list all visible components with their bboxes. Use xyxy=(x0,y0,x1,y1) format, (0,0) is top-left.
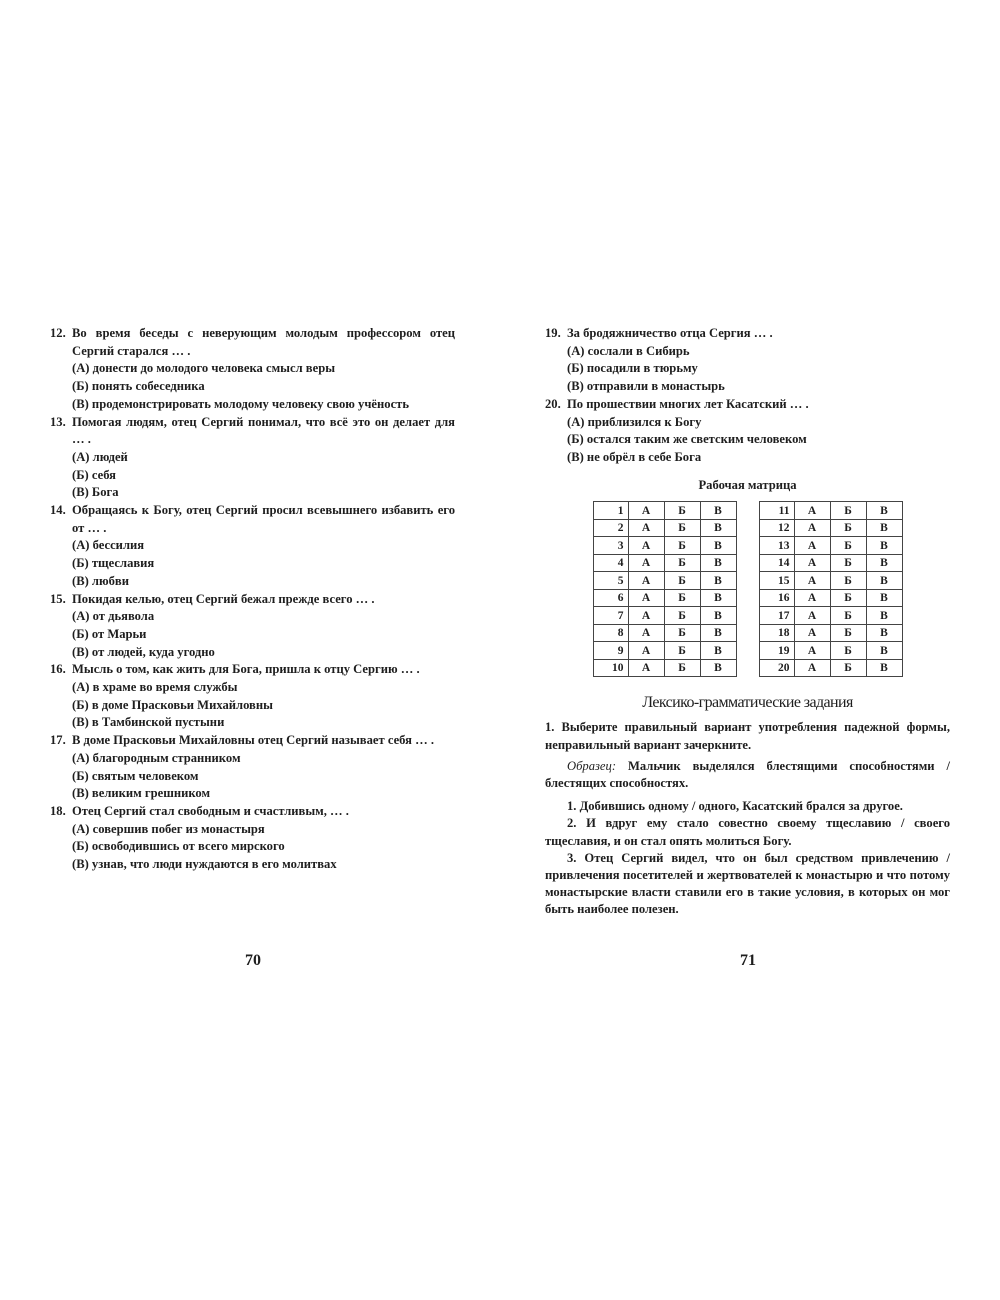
matrix-letter: Б xyxy=(664,589,700,607)
answer-option: (В) в Тамбинской пустыни xyxy=(72,715,225,730)
answer-option: (А) от дьявола xyxy=(72,609,155,624)
matrix-letter: А xyxy=(794,659,830,677)
matrix-row xyxy=(759,502,902,520)
matrix-letter: Б xyxy=(830,502,866,520)
matrix-letter: В xyxy=(700,624,736,642)
matrix-letter: А xyxy=(628,554,664,572)
matrix-row xyxy=(593,519,736,537)
matrix-letter: А xyxy=(794,554,830,572)
matrix-number: 17 xyxy=(759,607,794,625)
matrix-letter: Б xyxy=(664,537,700,555)
matrix-letter: В xyxy=(700,554,736,572)
question-number: 14. xyxy=(50,503,66,518)
answer-option: (А) благородным странником xyxy=(72,750,241,765)
matrix-letter: Б xyxy=(830,572,866,590)
matrix-letter: В xyxy=(700,642,736,660)
matrix-number: 8 xyxy=(593,624,628,642)
matrix-row xyxy=(593,537,736,555)
answer-option: (Б) в доме Прасковьи Михайловны xyxy=(72,697,273,712)
answer-option: (В) любви xyxy=(72,573,129,588)
matrix-letter: Б xyxy=(664,624,700,642)
matrix-letter: А xyxy=(628,537,664,555)
matrix-letter: А xyxy=(628,607,664,625)
matrix-letter: В xyxy=(866,572,902,590)
section-title: Лексико-грамматические задания xyxy=(642,694,853,712)
answer-option: (В) продемонстрировать молодому человеку свою учёность xyxy=(72,396,409,411)
matrix-row xyxy=(593,554,736,572)
question xyxy=(50,591,455,609)
matrix-letter: Б xyxy=(830,659,866,677)
matrix-row xyxy=(593,607,736,625)
sample xyxy=(545,758,950,792)
answer-option: (А) сослали в Сибирь xyxy=(567,343,690,358)
matrix-letter: Б xyxy=(664,554,700,572)
matrix-number: 9 xyxy=(593,642,628,660)
right-page xyxy=(545,325,950,919)
answer-option: (А) в храме во время службы xyxy=(72,680,238,695)
matrix-number: 11 xyxy=(759,502,794,520)
matrix-number: 18 xyxy=(759,624,794,642)
matrix-letter: Б xyxy=(664,642,700,660)
question xyxy=(50,325,455,360)
matrix-letter: В xyxy=(866,502,902,520)
matrix-letter: Б xyxy=(664,502,700,520)
answer-option: (Б) посадили в тюрьму xyxy=(567,361,698,376)
question-text: Во время беседы с неверующим молодым профессором отец Сергий старался … . xyxy=(72,326,455,358)
matrix-letter: Б xyxy=(664,607,700,625)
answer-option: (А) совершив побег из монастыря xyxy=(72,821,265,836)
matrix-letter: В xyxy=(866,642,902,660)
matrix-title: Рабочая матрица xyxy=(698,477,797,492)
matrix-number: 5 xyxy=(593,572,628,590)
matrix-letter: В xyxy=(866,554,902,572)
matrix-number: 7 xyxy=(593,607,628,625)
question-list xyxy=(545,325,950,467)
question-number: 20. xyxy=(545,396,561,411)
matrix-letter: Б xyxy=(830,607,866,625)
matrix-number: 16 xyxy=(759,589,794,607)
matrix-letter: Б xyxy=(830,642,866,660)
matrix-letter: Б xyxy=(664,572,700,590)
matrix-letter: А xyxy=(794,502,830,520)
matrix-letter: В xyxy=(700,502,736,520)
matrix-letter: А xyxy=(628,642,664,660)
question-list xyxy=(50,325,455,874)
matrix-row xyxy=(593,642,736,660)
matrix-letter: Б xyxy=(830,537,866,555)
question xyxy=(545,396,950,414)
question-text: Мысль о том, как жить для Бога, пришла к отцу Сергию … . xyxy=(72,662,420,677)
matrix-letter: В xyxy=(700,607,736,625)
answer-option: (А) донести до молодого человека смысл веры xyxy=(72,361,336,376)
matrix-row xyxy=(759,642,902,660)
matrix-row xyxy=(759,554,902,572)
answer-option: (В) не обрёл в себе Бога xyxy=(567,449,702,464)
matrix-letter: А xyxy=(628,502,664,520)
question-text: Отец Сергий стал свободным и счастливым, … . xyxy=(72,803,349,818)
question-text: В доме Прасковьи Михайловны отец Сергий называет себя … . xyxy=(72,733,435,748)
matrix-letter: А xyxy=(628,624,664,642)
page-number-right: 71 xyxy=(740,952,756,969)
answer-option: (Б) понять собеседника xyxy=(72,379,205,394)
matrix-letter: Б xyxy=(830,624,866,642)
answer-option: (Б) освободившись от всего мирского xyxy=(72,839,285,854)
matrix-row xyxy=(759,589,902,607)
exercise-item: 1. Добившись одному / одного, Касатский брался за другое. xyxy=(567,799,903,814)
matrix-number: 1 xyxy=(593,502,628,520)
answer-option: (А) бессилия xyxy=(72,538,145,553)
question-number: 16. xyxy=(50,662,66,677)
question xyxy=(50,502,455,537)
matrix-letter: В xyxy=(866,624,902,642)
matrix-letter: В xyxy=(700,572,736,590)
matrix-letter: А xyxy=(628,589,664,607)
answer-option: (В) от людей, куда угодно xyxy=(72,644,215,659)
exercise-item: 2. И вдруг ему стало совестно своему тщеславию / своего тщеславия, и он стал опять молиться Богу. xyxy=(545,816,950,848)
matrix-number: 10 xyxy=(593,659,628,677)
matrix-number: 14 xyxy=(759,554,794,572)
matrix-row xyxy=(759,537,902,555)
answer-option: (В) великим грешником xyxy=(72,786,211,801)
answer-option: (А) приблизился к Богу xyxy=(567,414,702,429)
question-number: 15. xyxy=(50,591,66,606)
question-text: Обращаясь к Богу, отец Сергий просил всевышнего избавить его от … . xyxy=(72,503,455,535)
matrix-table-left xyxy=(593,501,737,677)
matrix-letter: Б xyxy=(830,519,866,537)
task-instruction: 1. Выберите правильный вариант употребления падежной формы, неправильный вариант зачеркните. xyxy=(545,720,950,752)
answer-option: (Б) себя xyxy=(72,467,116,482)
matrix-letter: А xyxy=(628,659,664,677)
answer-option: (Б) от Марьи xyxy=(72,626,147,641)
matrix-number: 3 xyxy=(593,537,628,555)
matrix-row xyxy=(759,572,902,590)
question xyxy=(50,803,455,821)
question-text: За бродяжничество отца Сергия … . xyxy=(567,326,773,340)
question xyxy=(50,661,455,679)
sample-text: Мальчик выделялся блестящими способностями / блестящих способностях. xyxy=(545,758,950,790)
matrix-row xyxy=(593,572,736,590)
question xyxy=(50,732,455,750)
question-text: По прошествии многих лет Касатский … . xyxy=(567,396,809,411)
matrix-row xyxy=(759,624,902,642)
matrix-number: 15 xyxy=(759,572,794,590)
matrix-letter: В xyxy=(700,537,736,555)
matrix-number: 2 xyxy=(593,519,628,537)
matrix-number: 4 xyxy=(593,554,628,572)
matrix-letter: А xyxy=(794,642,830,660)
answer-option: (В) узнав, что люди нуждаются в его молитвах xyxy=(72,857,337,872)
answer-option: (А) людей xyxy=(72,449,128,464)
matrix-row xyxy=(759,519,902,537)
matrix-letter: В xyxy=(866,519,902,537)
matrix-number: 6 xyxy=(593,589,628,607)
matrix-number: 20 xyxy=(759,659,794,677)
matrix-letter: Б xyxy=(664,519,700,537)
matrix-letter: Б xyxy=(830,554,866,572)
matrix-letter: Б xyxy=(830,589,866,607)
question-number: 17. xyxy=(50,733,66,748)
matrix-row xyxy=(593,659,736,677)
matrix-row xyxy=(593,502,736,520)
question-text: Помогая людям, отец Сергий понимал, что всё это он делает для … . xyxy=(72,414,455,447)
matrix-number: 19 xyxy=(759,642,794,660)
question xyxy=(50,414,455,449)
question-number: 13. xyxy=(50,414,66,429)
question-number: 18. xyxy=(50,803,66,818)
matrix-letter: В xyxy=(866,607,902,625)
matrix-letter: В xyxy=(700,659,736,677)
question-number: 19. xyxy=(545,326,561,340)
matrix-row xyxy=(759,607,902,625)
sample-label: Образец: xyxy=(567,758,617,773)
left-page xyxy=(50,325,455,874)
matrix-letter: В xyxy=(700,589,736,607)
matrix-letter: В xyxy=(866,659,902,677)
matrix-letter: А xyxy=(628,519,664,537)
matrix-letter: А xyxy=(794,607,830,625)
matrix-letter: В xyxy=(866,589,902,607)
answer-option: (Б) тщеславия xyxy=(72,556,155,571)
matrix-letter: А xyxy=(628,572,664,590)
answer-option: (В) Бога xyxy=(72,485,119,500)
answer-option: (В) отправили в монастырь xyxy=(567,379,725,394)
matrix-letter: А xyxy=(794,572,830,590)
matrix-letter: Б xyxy=(664,659,700,677)
matrix-letter: А xyxy=(794,537,830,555)
matrix-table-right xyxy=(759,501,903,677)
page-number-left: 70 xyxy=(245,952,261,969)
matrix-number: 12 xyxy=(759,519,794,537)
matrix-letter: А xyxy=(794,589,830,607)
question-number: 12. xyxy=(50,326,66,340)
matrix-letter: А xyxy=(794,624,830,642)
matrix-letter: А xyxy=(794,519,830,537)
answer-matrix xyxy=(545,501,950,677)
matrix-row xyxy=(593,589,736,607)
matrix-row xyxy=(593,624,736,642)
answer-option: (Б) святым человеком xyxy=(72,768,199,783)
matrix-letter: В xyxy=(700,519,736,537)
matrix-number: 13 xyxy=(759,537,794,555)
matrix-letter: В xyxy=(866,537,902,555)
exercise-item: 3. Отец Сергий видел, что он был средством привлечению / привлечения посетителей и жертвователей к монастырю и что потому монастырские власти ставили его в такие условия, в которых он мог быть наиболее полезен. xyxy=(545,850,950,917)
question-text: Покидая келью, отец Сергий бежал прежде всего … . xyxy=(72,591,375,606)
question xyxy=(545,325,950,343)
matrix-row xyxy=(759,659,902,677)
answer-option: (Б) остался таким же светским человеком xyxy=(567,432,807,447)
